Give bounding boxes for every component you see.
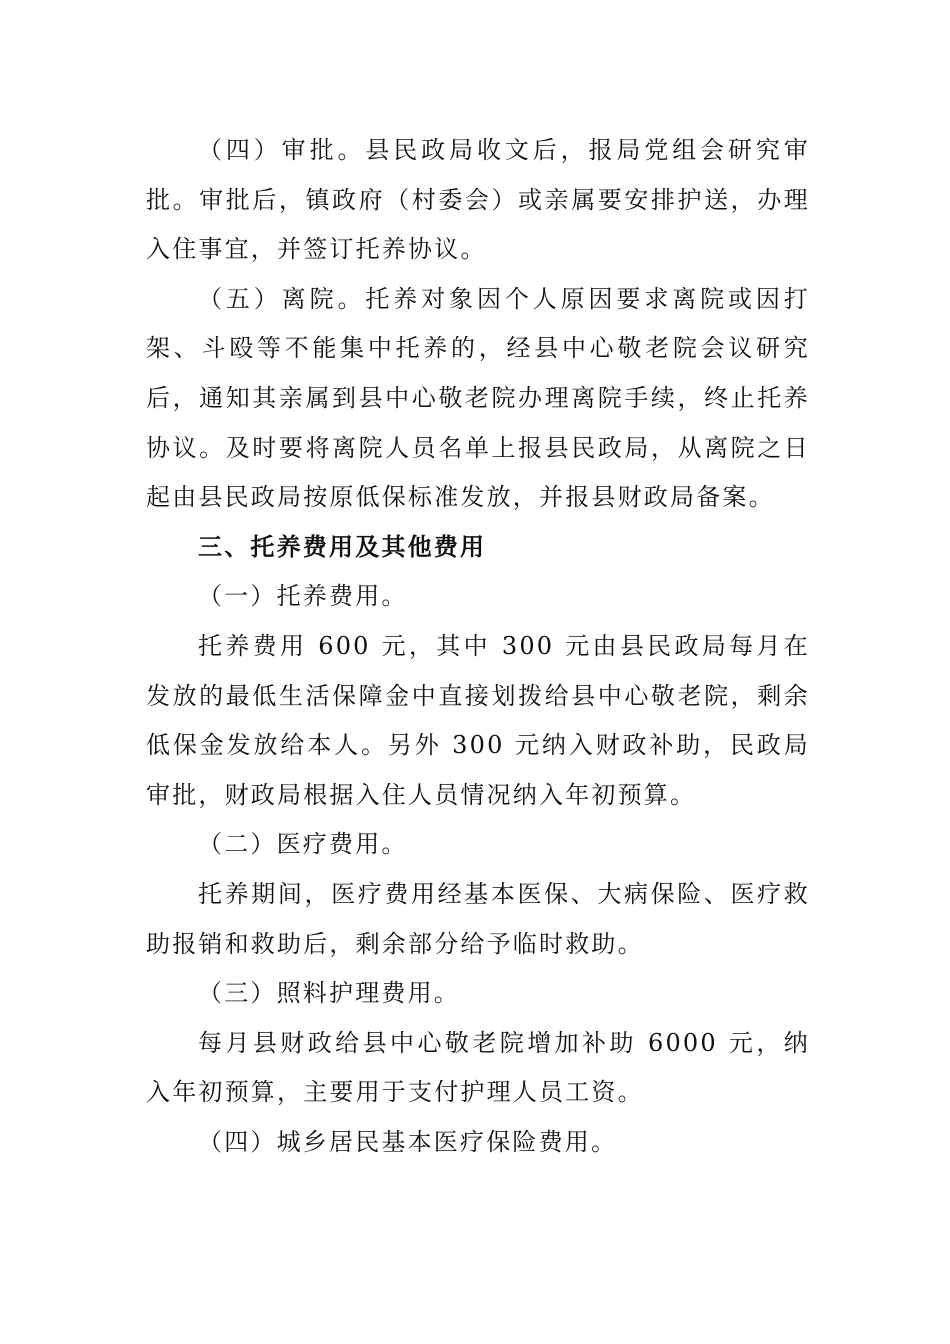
- paragraph-discharge: （五）离院。托养对象因个人原因要求离院或因打架、斗殴等不能集中托养的，经县中心敬老院会议研究后，通知其亲属到县中心敬老院办理离院手续，终止托养协议。及时要将离院人员名单上报县民政局，从离院之日起由县民政局按原低保标准发放，并报县财政局备案。: [146, 284, 810, 512]
- subheading-medical-fee: （二）医疗费用。: [198, 830, 408, 859]
- paragraph-nursing-fee: 每月县财政给县中心敬老院增加补助 6000 元，纳入年初预算，主要用于支付护理人员工资。: [146, 1028, 810, 1107]
- paragraph-care-fee: 托养费用 600 元，其中 300 元由县民政局每月在发放的最低生活保障金中直接划拨给县中心敬老院，剩余低保金发放给本人。另外 300 元纳入财政补助，民政局审批，财政局根据入住人员情况纳入年初预算。: [146, 631, 810, 809]
- section-heading-fees: 三、托养费用及其他费用: [198, 532, 487, 561]
- subheading-nursing-fee: （三）照料护理费用。: [198, 979, 460, 1008]
- subheading-insurance-fee: （四）城乡居民基本医疗保险费用。: [198, 1127, 618, 1156]
- paragraph-approval: （四）审批。县民政局收文后，报局党组会研究审批。审批后，镇政府（村委会）或亲属要安排护送，办理入住事宜，并签订托养协议。: [146, 136, 810, 264]
- subheading-care-fee: （一）托养费用。: [198, 582, 408, 611]
- document-page: [146, 126, 810, 1167]
- paragraph-medical-fee: 托养期间，医疗费用经基本医保、大病保险、医疗救助报销和救助后，剩余部分给予临时救助。: [146, 879, 810, 958]
